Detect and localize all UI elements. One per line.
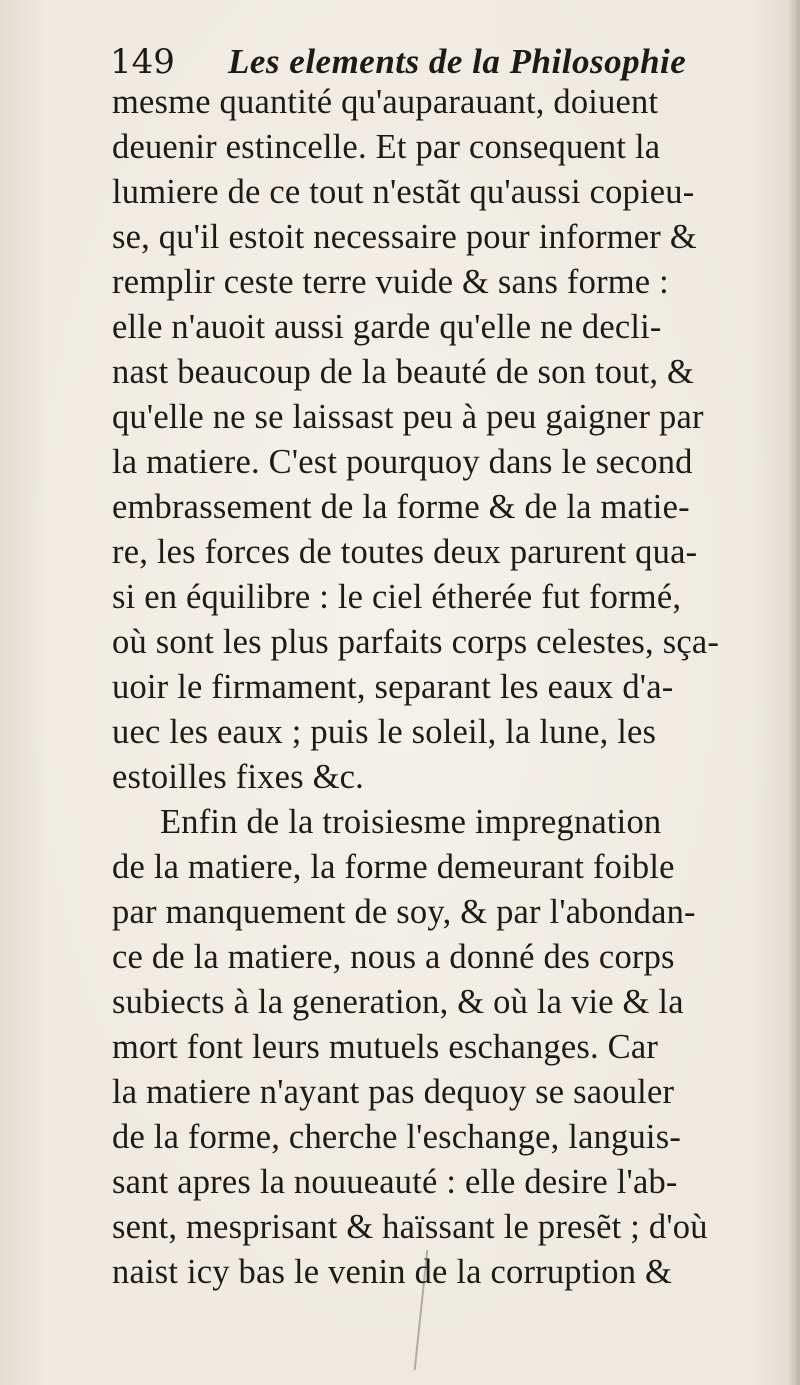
text-line: ce de la matiere, nous a donné des corps <box>112 938 675 976</box>
text-line: par manquement de soy, & par l'abondan- <box>112 893 696 931</box>
text-line: deuenir estincelle. Et par consequent la <box>112 128 661 166</box>
running-title: Les elements de la Philosophie <box>228 42 687 81</box>
text-line: nast beaucoup de la beauté de son tout, & <box>112 353 695 391</box>
text-line: naist icy bas le venin de la corruption & <box>112 1253 673 1291</box>
text-line: remplir ceste terre vuide & sans forme : <box>112 263 669 301</box>
text-line: où sont les plus parfaits corps celestes, sça- <box>112 623 720 661</box>
text-line: mesme quantité qu'auparauant, doiuent <box>112 83 659 121</box>
paragraph-first-line: Enfin de la troisiesme impregnation <box>160 803 662 841</box>
text-line: se, qu'il estoit necessaire pour informer & <box>112 218 697 256</box>
page-number: 149 <box>110 42 175 82</box>
text-line: sent, mesprisant & haïssant le presẽt ; d'où <box>112 1208 708 1246</box>
text-line: de la matiere, la forme demeurant foible <box>112 848 675 886</box>
text-line: mort font leurs mutuels eschanges. Car <box>112 1028 659 1066</box>
text-line: lumiere de ce tout n'estãt qu'aussi copieu- <box>112 173 695 211</box>
text-line: si en équilibre : le ciel étherée fut formé, <box>112 578 682 616</box>
text-line: la matiere n'ayant pas dequoy se saouler <box>112 1073 675 1111</box>
text-line: re, les forces de toutes deux parurent qua- <box>112 533 698 571</box>
text-line: la matiere. C'est pourquoy dans le second <box>112 443 693 481</box>
text-line: estoilles fixes &c. <box>112 758 364 796</box>
text-line: sant apres la nouueauté : elle desire l'ab- <box>112 1163 678 1201</box>
text-line: qu'elle ne se laissast peu à peu gaigner par <box>112 398 704 436</box>
text-line: uoir le firmament, separant les eaux d'a- <box>112 668 674 706</box>
text-line: subiects à la generation, & où la vie & la <box>112 983 684 1021</box>
text-line: embrassement de la forme & de la matie- <box>112 488 690 526</box>
text-line: uec les eaux ; puis le soleil, la lune, les <box>112 713 657 751</box>
body-text <box>112 80 792 1295</box>
page-header <box>110 38 770 84</box>
text-line: elle n'auoit aussi garde qu'elle ne decli- <box>112 308 662 346</box>
text-line: de la forme, cherche l'eschange, languis- <box>112 1118 682 1156</box>
